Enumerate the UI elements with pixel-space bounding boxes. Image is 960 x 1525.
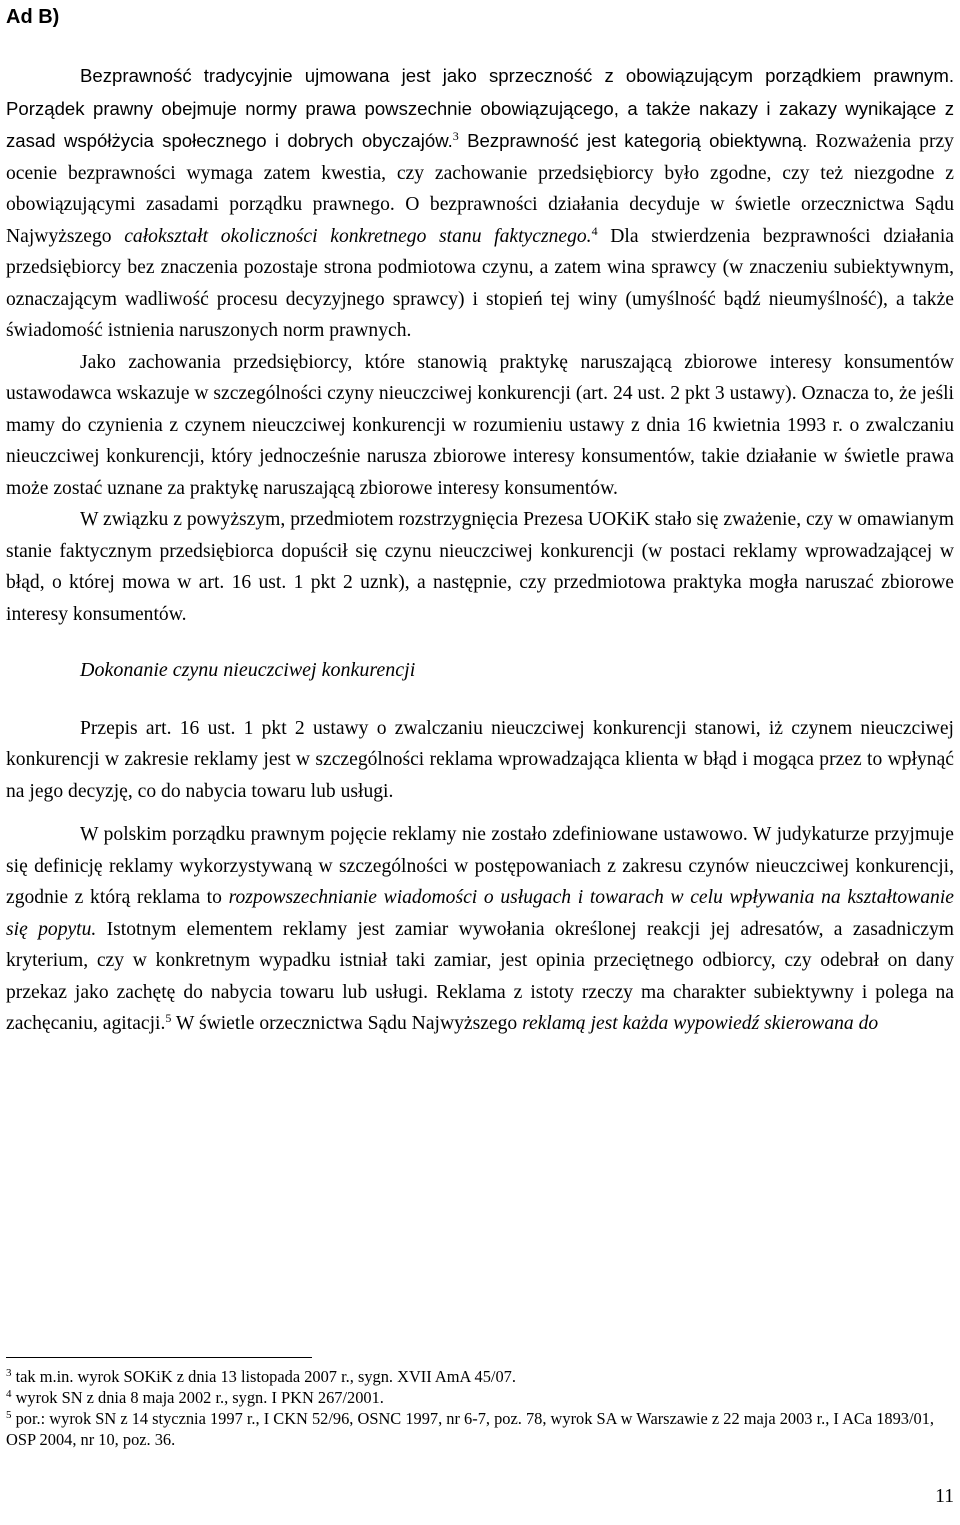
paragraph-rozstrzygniecie: W związku z powyższym, przedmiotem rozstrzygnięcia Prezesa UOKiK stało się zważenie, czy w omawianym stanie faktycznym przedsiębiorca dopuścił się czynu nieuczciwej konkurencji (w postaci reklamy wprowadzającej w błąd, o której mowa w art. 16 ust. 1 pkt 2 uznk), a następnie, czy przedmiotowa praktyka mogła naruszać zbiorowe interesy konsumentów. [6,509,954,625]
spacer [6,807,954,819]
footnote-separator [6,1357,312,1358]
document-body [6,60,954,1040]
page-number: 11 [935,1486,954,1507]
footnote: $^5$ por.: wyrok SN z 14 stycznia 1997 r., I CKN 52/96, OSNC 1997, nr 6-7, poz. 78, wyrok SA w Warszawie z 22 maja 2003 r., I ACa 1893/01, OSP 2004, nr 10, poz. 36. [6,1409,935,1449]
paragraph-reklama: W polskim porządku prawnym pojęcie reklamy nie zostało zdefiniowane ustawowo. W judykaturze przyjmuje się definicję reklamy wykorzystywaną w szczególności w postępowaniach z zakresu czynów nieuczciwej konkurencji, zgodnie z którą reklama to rozpowszechnianie wiadomości o usługach i towarach w celu wpływania na kształtowanie się popytu. Istotnym elementem reklamy jest zamiar wywołania określonej reakcji jej adresatów, a zasadniczym kryterium, czy w konkretnym wypadku istniał taki zamiar, jest opinia przeciętnego odbiorcy, czy odebrał on dany przekaz jako zachętę do nabycia towaru lub usługi. Reklama z istoty rzeczy ma charakter subiektywny i polega na zachęcaniu, agitacji.$^5$ W świetle orzecznictwa Sądu Najwyższego reklamą jest każda wypowiedź skierowana do [6,824,955,1034]
section-heading: Ad B) [6,6,60,28]
paragraph-zachowania: Jako zachowania przedsiębiorcy, które stanowią praktykę naruszającą zbiorowe interesy konsumentów ustawodawca wskazuje w szczególności czyny nieuczciwej konkurencji (art. 24 ust. 2 pkt 3 ustawy). Oznacza to, że jeśli mamy do czynienia z czynem nieuczciwej konkurencji w rozumieniu ustawy z dnia 16 kwietnia 1993 r. o zwalczaniu nieuczciwej konkurencji, który jednocześnie narusza zbiorowe interesy konsumentów, takie działanie w świetle prawa może zostać uznane za praktykę naruszającą zbiorowe interesy konsumentów. [6,351,954,499]
footnote: $^4$ wyrok SN z dnia 8 maja 2002 r., sygn. I PKN 267/2001. [6,1388,384,1407]
footnote-ref-3: 3 [452,129,459,143]
footnote: $^3$ tak m.in. wyrok SOKiK z dnia 13 listopada 2007 r., sygn. XVII AmA 45/07. [6,1367,516,1386]
subheading: Dokonanie czynu nieuczciwej konkurencji [80,659,416,681]
paragraph-bezprawnosc: Bezprawność tradycyjnie ujmowana jest jako sprzeczność z obowiązującym porządkiem prawnym. Porządek prawny obejmuje normy prawa powszechnie obowiązującego, a także nakazy i zakazy wynikające z zasad współżycia społecznego i dobrych obyczajów.$^3$ Bezprawność jest kategorią obiektywną. Rozważenia przy ocenie bezprawności wymaga zatem kwestia, czy zachowanie przedsiębiorcy było zgodne, czy też niezgodne z obowiązującymi zasadami porządku prawnego. O bezprawności działania decyduje w świetle orzecznictwa Sądu Najwyższego całokształt okoliczności konkretnego stanu faktycznego.$^4$ Dla stwierdzenia bezprawności działania przedsiębiorcy bez znaczenia pozostaje strona podmiotowa czynu, a zatem wina sprawcy (w znaczeniu subiektywnym, oznaczającym wadliwość procesu decyzyjnego sprawcy) i stopień tej winy (umyślność bądź nieumyślność), a także świadomość istnienia naruszonych norm prawnych. [6,65,954,341]
paragraph-przepis: Przepis art. 16 ust. 1 pkt 2 ustawy o zwalczaniu nieuczciwej konkurencji stanowi, iż czynem nieuczciwej konkurencji w zakresie reklamy jest w szczególności reklama wprowadzająca klienta w błąd i mogąca przez to wpłynąć na jego decyzję, co do nabycia towaru lub usługi. [6,717,954,802]
footnote-ref-5: 5 [165,1011,172,1025]
footnotes [6,1366,954,1450]
footnote-ref-4: 4 [591,223,598,238]
